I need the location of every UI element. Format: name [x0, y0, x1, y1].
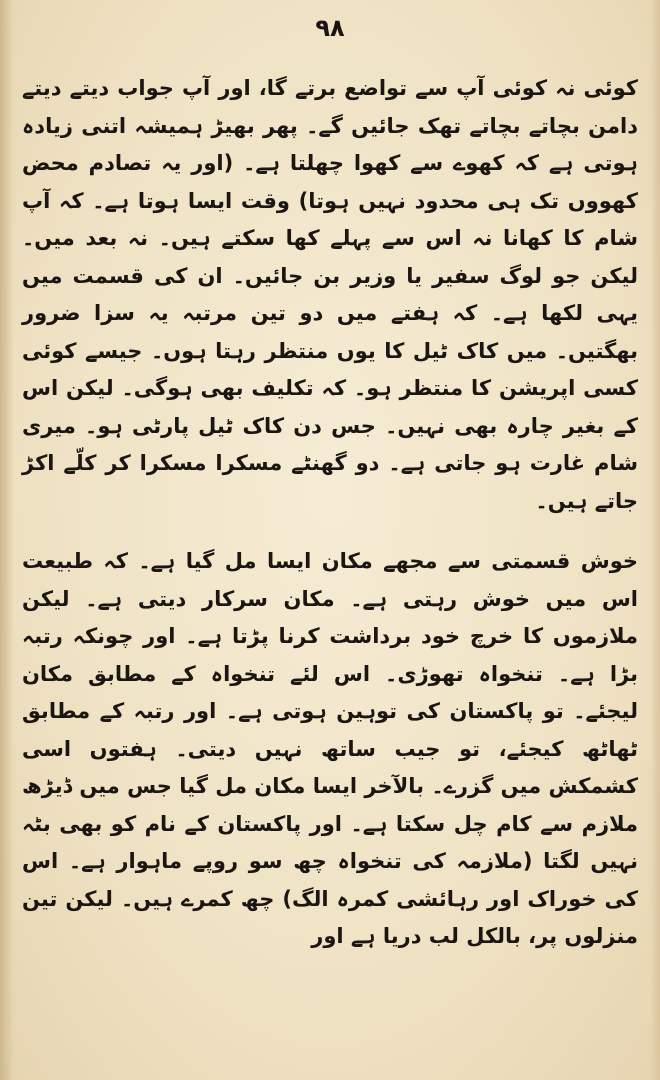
page-body-text — [22, 70, 638, 956]
paragraph-2: خوش قسمتی سے مجھے مکان ایسا مل گیا ہے۔ کہ طبیعت اس میں خوش رہتی ہے۔ مکان سرکار دیتی ہے۔ لیکن ملازموں کا خرچ خود برداشت کرنا پڑتا ہے۔ اور چونکہ رتبہ بڑا ہے۔ تنخواہ تھوڑی۔ اس لئے تنخواہ کے مطابق مکان لیجئے۔ تو پاکستان کی توہین ہوتی ہے۔ اور رتبہ کے مطابق ٹھاٹھ کیجئے، تو جیب ساتھ نہیں دیتی۔ ہفتوں اسی کشمکش میں گزرے۔ بالآخر ایسا مکان مل گیا جس میں ڈیڑھ ملازم سے کام چل سکتا ہے۔ اور پاکستان کے نام کو بھی بٹہ نہیں لگتا (ملازمہ کی تنخواہ چھ سو روپے ماہوار ہے۔ اس کی خوراک اور رہائشی کمرہ الگ) چھ کمرے ہیں۔ لیکن تین منزلوں پر، بالکل لب دریا ہے اور — [22, 549, 638, 948]
paragraph-1: کوئی نہ کوئی آپ سے تواضع برتے گا، اور آپ جواب دیتے دیتے دامن بچاتے بچاتے تھک جائیں گے۔ پھر بھیڑ ہمیشہ اتنی زیادہ ہوتی ہے کہ کھوے سے کھوا چھلتا ہے۔ (اور یہ تصادم محض کھووں تک ہی محدود نہیں ہوتا) وقت ایسا ہوتا ہے۔ کہ آپ شام کا کھانا نہ اس سے پہلے کھا سکتے ہیں۔ نہ بعد میں۔ لیکن جو لوگ سفیر یا وزیر بن جائیں۔ ان کی قسمت میں یہی لکھا ہے۔ کہ ہفتے میں دو تین مرتبہ یہ سزا ضرور بھگتیں۔ میں کاک ٹیل کا یوں منتظر رہتا ہوں۔ جیسے کوئی کسی اپریشن کا منتظر ہو۔ کہ تکلیف بھی ہوگی۔ لیکن اس کے بغیر چارہ بھی نہیں۔ جس دن کاک ٹیل پارٹی ہو۔ میری شام غارت ہو جاتی ہے۔ دو گھنٹے مسکرا مسکرا کر کلّے اکڑ جاتے ہیں۔ — [22, 76, 638, 513]
page-number: ۹۸ — [315, 14, 345, 42]
